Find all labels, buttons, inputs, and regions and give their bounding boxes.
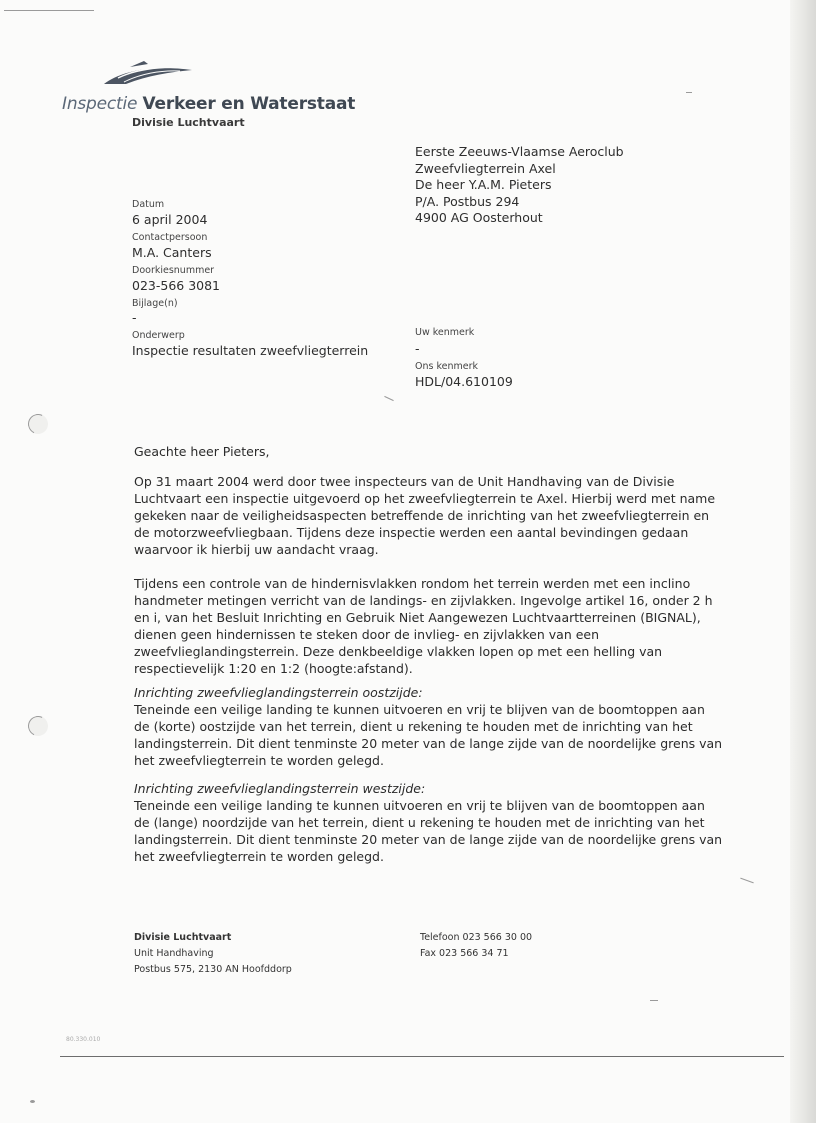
attachment-label: Bijlage(n) <box>132 298 178 309</box>
scan-mark <box>4 10 94 11</box>
address-line: Eerste Zeeuws-Vlaamse Aeroclub <box>415 144 624 159</box>
paragraph-measurements <box>134 575 724 677</box>
page-edge-shadow <box>790 0 816 1123</box>
section-heading: Inrichting zweefvlieglandingsterrein oostzijde: <box>134 685 423 700</box>
header-division: Divisie Luchtvaart <box>132 116 245 129</box>
punch-hole-icon <box>25 713 51 739</box>
your-ref-value: - <box>415 341 420 356</box>
scan-speck <box>686 92 692 93</box>
bottom-rule <box>60 1056 784 1057</box>
brand-name <box>62 94 355 114</box>
scan-speck <box>740 878 753 884</box>
footer-telephone: Telefoon 023 566 30 00 <box>420 932 533 943</box>
section-west <box>134 780 724 865</box>
address-line: 4900 AG Oosterhout <box>415 210 543 225</box>
salutation: Geachte heer Pieters, <box>134 444 270 459</box>
winged-logo-icon <box>100 60 200 90</box>
footer-unit: Unit Handhaving <box>134 948 214 959</box>
section-text: Teneinde een veilige landing te kunnen uitvoeren en vrij te blijven van de boomtoppen aan de (lange) noordzijde van het terrein, dient u rekening te houden met de inrichting van het landingsterrein. Dit dient tenminste 20 meter van de lange zijde van de noordelijke grens van het zweefvliegterrein te worden gelegd. <box>134 798 723 864</box>
scan-speck <box>650 1000 658 1001</box>
phone-label: Doorkiesnummer <box>132 265 215 276</box>
phone-value: 023-566 3081 <box>132 278 221 293</box>
section-heading: Inrichting zweefvlieglandingsterrein westzijde: <box>134 781 426 796</box>
contact-value: M.A. Canters <box>132 245 212 260</box>
date-value: 6 april 2004 <box>132 212 208 227</box>
paragraph-text: Tijdens een controle van de hindernisvlakken rondom het terrein werden met een inclino handmeter metingen verricht van de landings- en zijvlakken. Ingevolge artikel 16, onder 2 h en i, van het Besluit Inrichting en Gebruik Niet Aangewezen Luchtvaartterreinen (BIGNAL), dienen geen hindernissen te steken door de invlieg- en zijvlakken van een zweefvlieglandingsterrein. Deze denkbeeldige vlakken lopen op met een helling van respectievelijk 1:20 en 1:2 (hoogte:afstand). <box>134 576 713 676</box>
section-text: Teneinde een veilige landing te kunnen uitvoeren en vrij te blijven van de boomtoppen aan de (korte) oostzijde van het terrein, dient u rekening te houden met de inrichting van het landingsterrein. Dit dient tenminste 20 meter van de lange zijde van de noordelijke grens van het zweefvliegterrein te worden gelegd. <box>134 702 723 768</box>
section-east <box>134 684 724 769</box>
recipient-address <box>415 144 624 227</box>
address-line: P/A. Postbus 294 <box>415 193 520 209</box>
scan-speck <box>30 1100 35 1103</box>
paragraph-text: Op 31 maart 2004 werd door twee inspecteurs van de Unit Handhaving van de Divisie Luchtvaart een inspectie uitgevoerd op het zweefvliegterrein te Axel. Hierbij werd met name gekeken naar de veiligheidsaspecten betreffende de inrichting van het zweefvliegterrein en de motorzweefvliegbaan. Tijdens deze inspectie werden een aantal bevindingen gedaan waarvoor ik hierbij uw aandacht vraag. <box>134 474 716 557</box>
footer-address <box>134 930 292 978</box>
date-label: Datum <box>132 199 165 210</box>
subject-label: Onderwerp <box>132 330 185 341</box>
our-ref-label: Ons kenmerk <box>415 361 479 372</box>
footer-division: Divisie Luchtvaart <box>134 932 232 943</box>
address-line: De heer Y.A.M. Pieters <box>415 177 552 192</box>
scan-speck <box>384 396 393 401</box>
footer-fax: Fax 023 566 34 71 <box>420 948 509 959</box>
contact-label: Contactpersoon <box>132 232 208 243</box>
address-line: Zweefvliegterrein Axel <box>415 160 556 176</box>
form-code: 80.330.010 <box>66 1036 101 1043</box>
brand-italic: Inspectie <box>62 94 138 114</box>
paragraph-intro <box>134 473 724 558</box>
your-ref-label: Uw kenmerk <box>415 327 475 338</box>
our-ref-value: HDL/04.610109 <box>415 374 513 389</box>
attachment-value: - <box>132 310 137 325</box>
punch-hole-icon <box>25 411 51 437</box>
brand-bold: Verkeer en Waterstaat <box>142 94 356 114</box>
footer-postbus: Postbus 575, 2130 AN Hoofddorp <box>134 964 292 975</box>
subject-value: Inspectie resultaten zweefvliegterrein <box>132 343 369 358</box>
footer-contact <box>420 930 532 962</box>
